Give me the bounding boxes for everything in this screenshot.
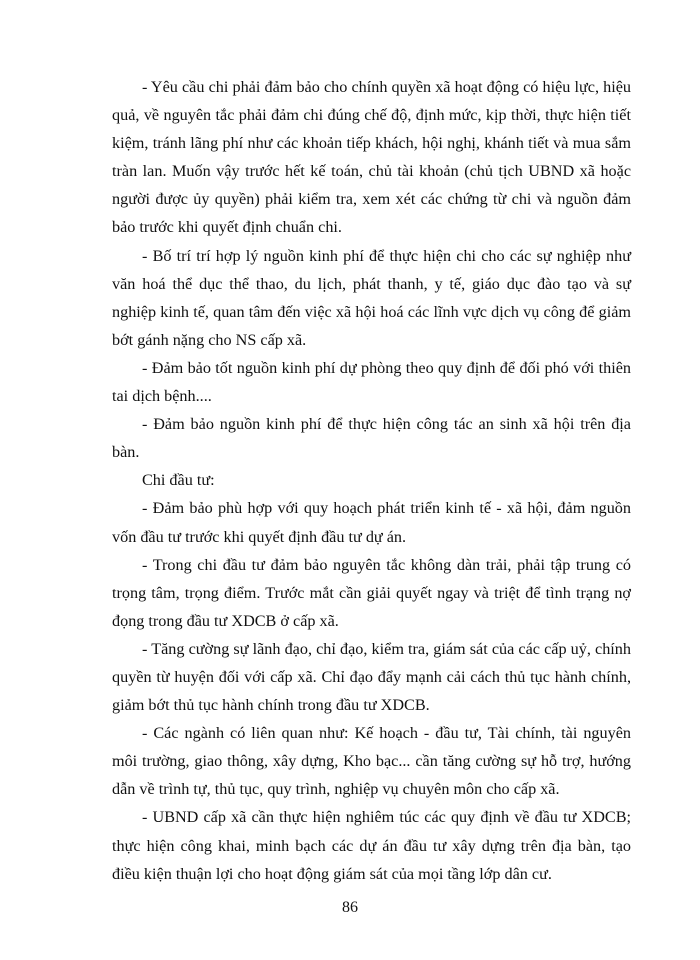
- paragraph-spending-requirements: - Yêu cầu chi phải đảm bảo cho chính quyền xã hoạt động có hiệu lực, hiệu quả, về nguyên tắc phải đảm chi đúng chế độ, định mức, kịp thời, thực hiện tiết kiệm, tránh lãng phí như các khoản tiếp khách, hội nghị, khánh tiết và mua sắm tràn lan. Muốn vậy trước hết kế toán, chủ tài khoản (chủ tịch UBND xã hoặc người được ủy quyền) phải kiểm tra, xem xét các chứng từ chi và nguồn đảm bảo trước khi quyết định chuẩn chi.: [112, 78, 631, 237]
- paragraph-focused-investment: - Trong chi đầu tư đảm bảo nguyên tắc không dàn trải, phải tập trung có trọng tâm, trọng điểm. Trước mắt cần giải quyết ngay và triệt để tình trạng nợ đọng trong đầu tư XDCB ở cấp xã.: [112, 555, 631, 630]
- body-text: [112, 73, 631, 888]
- page-number: 86: [342, 899, 358, 916]
- paragraph-sector-support: - Các ngành có liên quan như: Kế hoạch - đầu tư, Tài chính, tài nguyên môi trường, giao thông, xây dựng, Kho bạc... cần tăng cường sự hỗ trợ, hướng dẫn về trình tự, thủ tục, quy trình, nghiệp vụ chuyên môn cho cấp xã.: [112, 724, 631, 799]
- paragraph-social-security: - Đảm bảo nguồn kinh phí để thực hiện công tác an sinh xã hội trên địa bàn.: [112, 415, 631, 462]
- paragraph-funding-allocation: - Bố trí trí hợp lý nguồn kinh phí để thực hiện chi cho các sự nghiệp như văn hoá thể dục thể thao, du lịch, phát thanh, y tế, giáo dục đào tạo và sự nghiệp kinh tế, quan tâm đến việc xã hội hoá các lĩnh vực dịch vụ công để giảm bớt gánh nặng cho NS cấp xã.: [112, 246, 631, 349]
- paragraph-planning-compliance: - Đảm bảo phù hợp với quy hoạch phát triển kinh tế - xã hội, đảm nguồn vốn đầu tư trước khi quyết định đầu tư dự án.: [112, 499, 631, 546]
- paragraph-transparency: - UBND cấp xã cần thực hiện nghiêm túc các quy định về đầu tư XDCB; thực hiện công khai, minh bạch các dự án đầu tư xây dựng trên địa bàn, tạo điều kiện thuận lợi cho hoạt động giám sát của mọi tầng lớp dân cư.: [112, 808, 631, 883]
- paragraph-leadership-oversight: - Tăng cường sự lãnh đạo, chỉ đạo, kiểm tra, giám sát của các cấp uỷ, chính quyền từ huyện đối với cấp xã. Chỉ đạo đẩy mạnh cải cách thủ tục hành chính, giảm bớt thủ tục hành chính trong đầu tư XDCB.: [112, 639, 631, 715]
- paragraph-contingency-funds: - Đảm bảo tốt nguồn kinh phí dự phòng theo quy định để đối phó với thiên tai dịch bệnh....: [112, 358, 631, 406]
- section-heading-investment: Chi đầu tư:: [142, 471, 215, 490]
